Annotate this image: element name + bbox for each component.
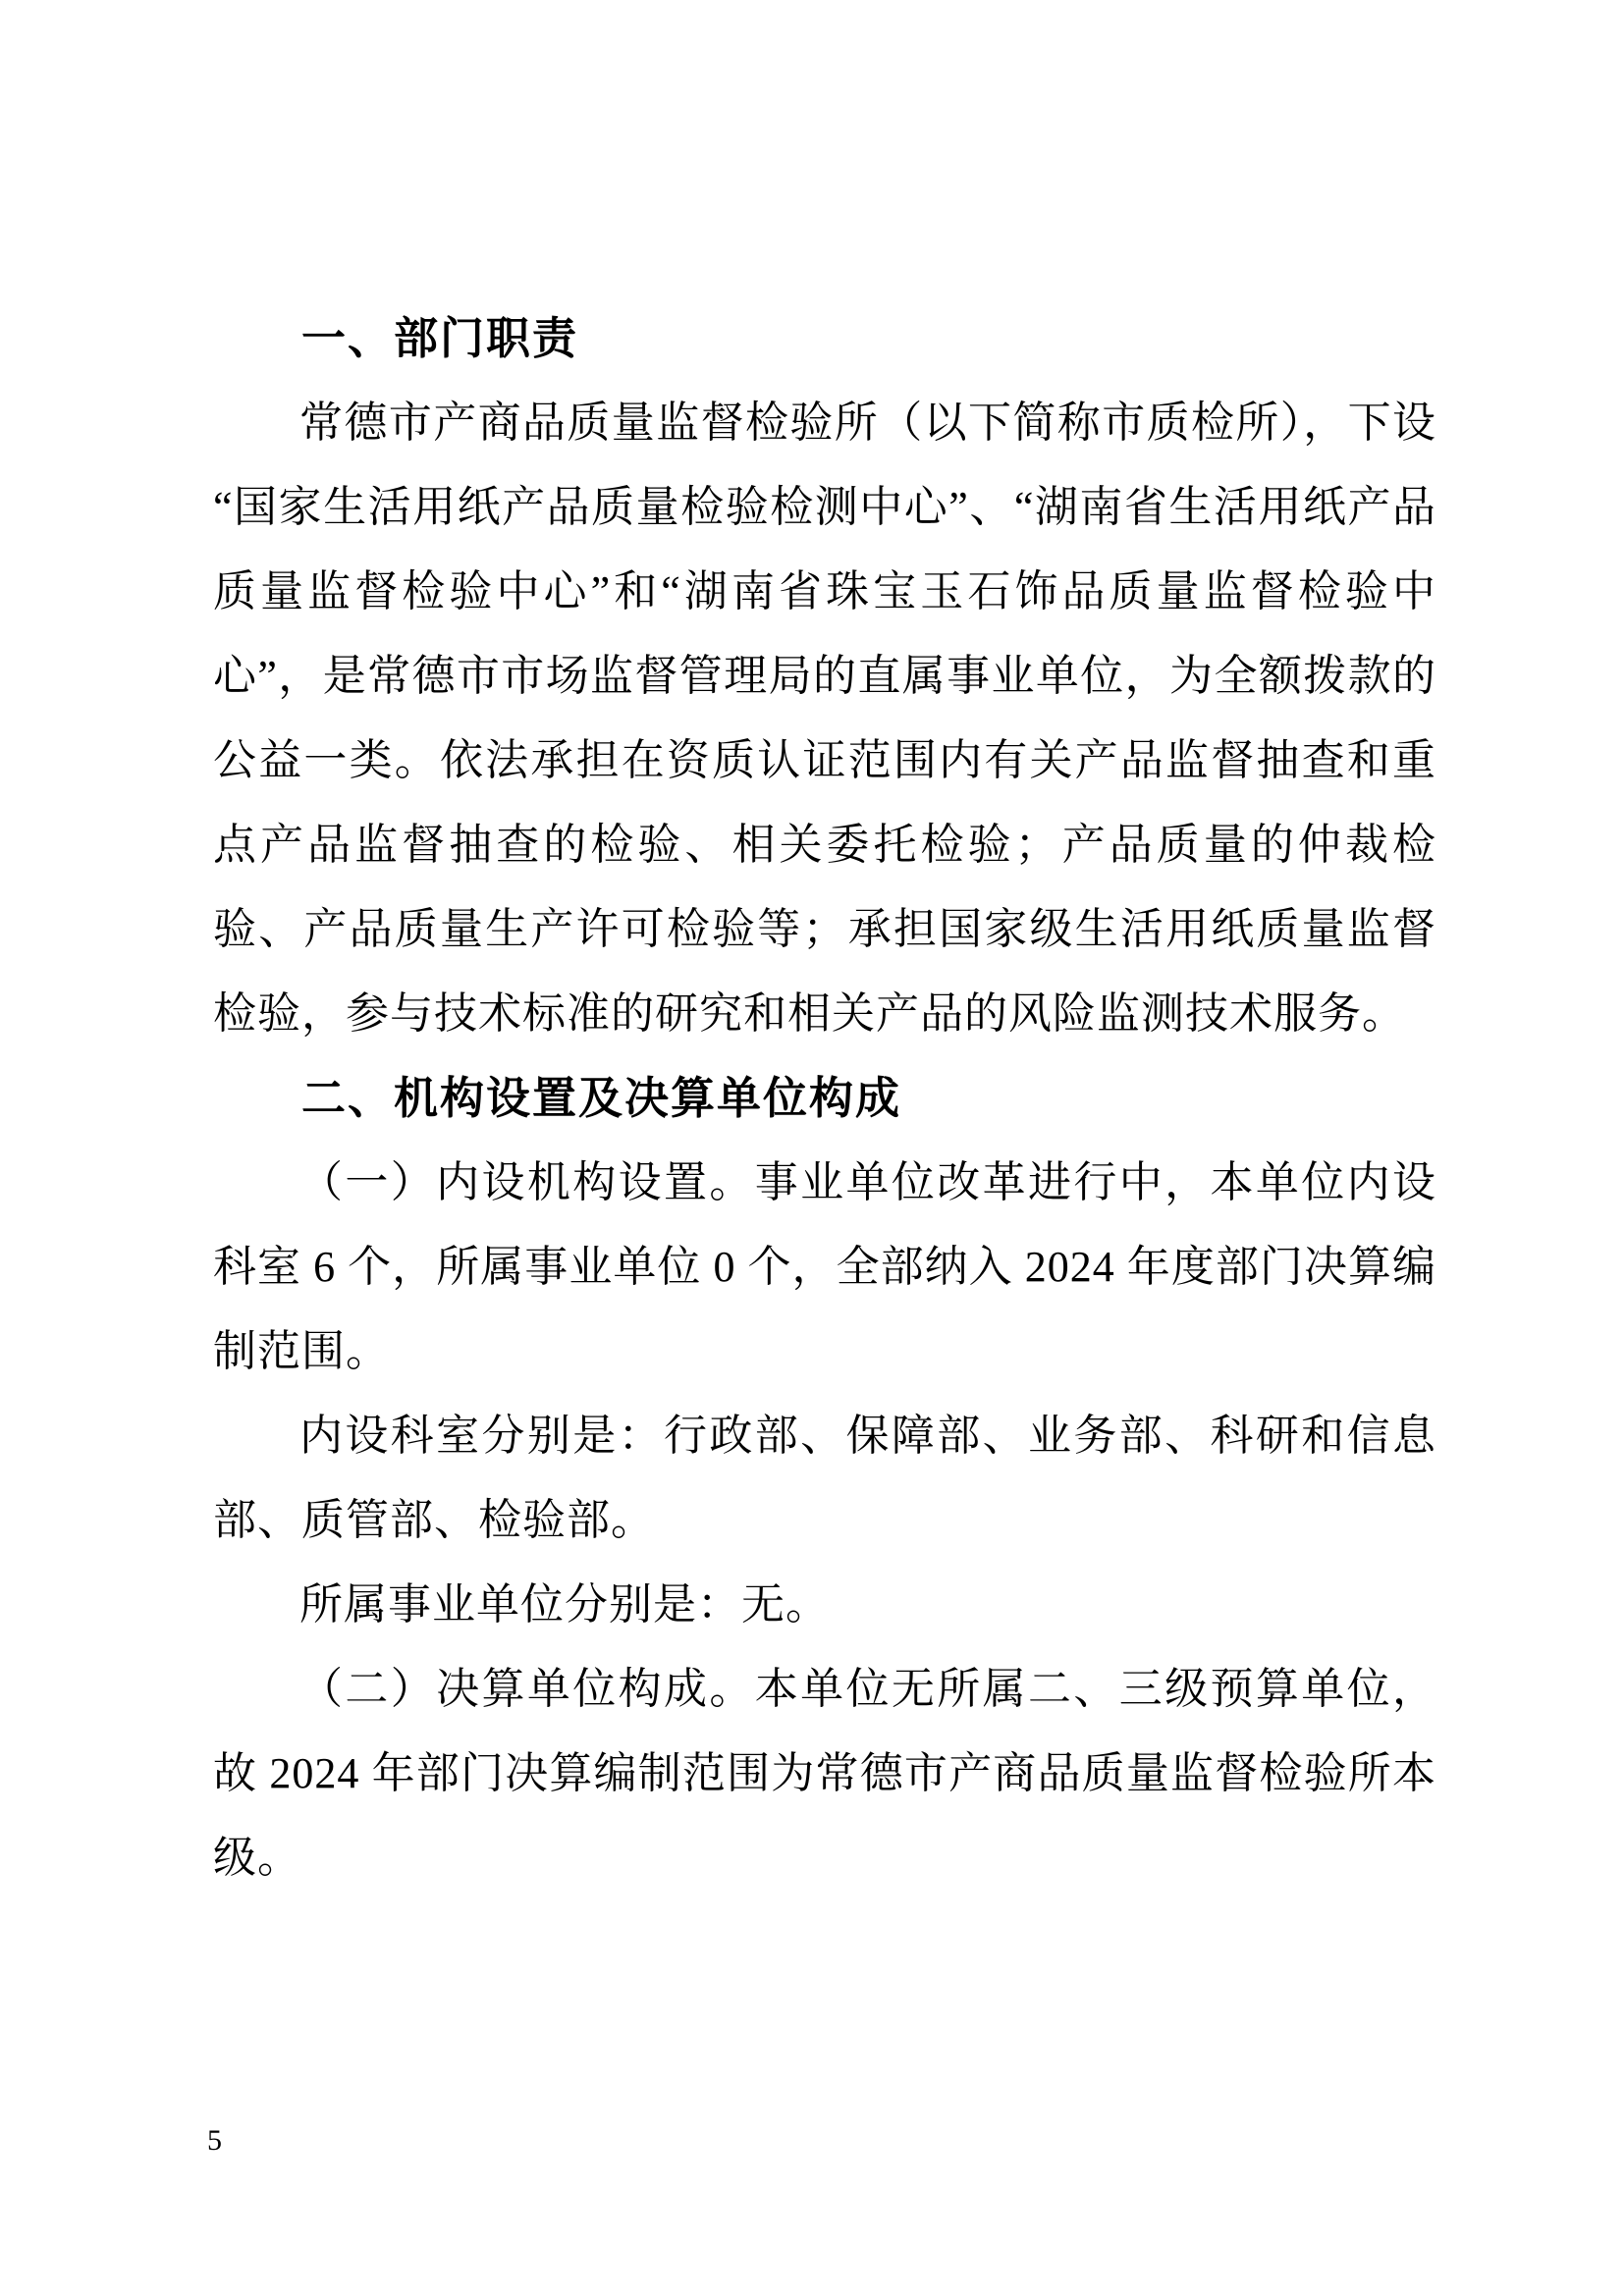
paragraph-accounting-unit-composition: （二）决算单位构成。本单位无所属二、三级预算单位，故 2024 年部门决算编制范围为常德市产商品质量监督检验所本级。 — [213, 1665, 1436, 1882]
section-heading-organization: 二、机构设置及决算单位构成 — [301, 1073, 902, 1123]
paragraph-internal-departments: 内设科室分别是：行政部、保障部、业务部、科研和信息部、质管部、检验部。 — [213, 1412, 1436, 1544]
document-body — [213, 296, 1436, 1900]
page-number: 5 — [207, 2124, 222, 2157]
paragraph-internal-structure: （一）内设机构设置。事业单位改革进行中，本单位内设科室 6 个，所属事业单位 0 个，全部纳入 2024 年度部门决算编制范围。 — [213, 1158, 1436, 1375]
section-heading-duties: 一、部门职责 — [301, 313, 579, 363]
paragraph-subordinate-units: 所属事业单位分别是：无。 — [299, 1580, 830, 1629]
paragraph-duties: 常德市产商品质量监督检验所（以下简称市质检所），下设“国家生活用纸产品质量检验检测中心”、“湖南省生活用纸产品质量监督检验中心”和“湖南省珠宝玉石饰品质量监督检验中心”，是常德市市场监督管理局的直属事业单位，为全额拨款的公益一类。依法承担在资质认证范围内有关产品监督抽查和重点产品监督抽查的检验、相关委托检验；产品质量的仲裁检验、产品质量生产许可检验等；承担国家级生活用纸质量监督检验，参与技术标准的研究和相关产品的风险监测技术服务。 — [213, 399, 1436, 1038]
